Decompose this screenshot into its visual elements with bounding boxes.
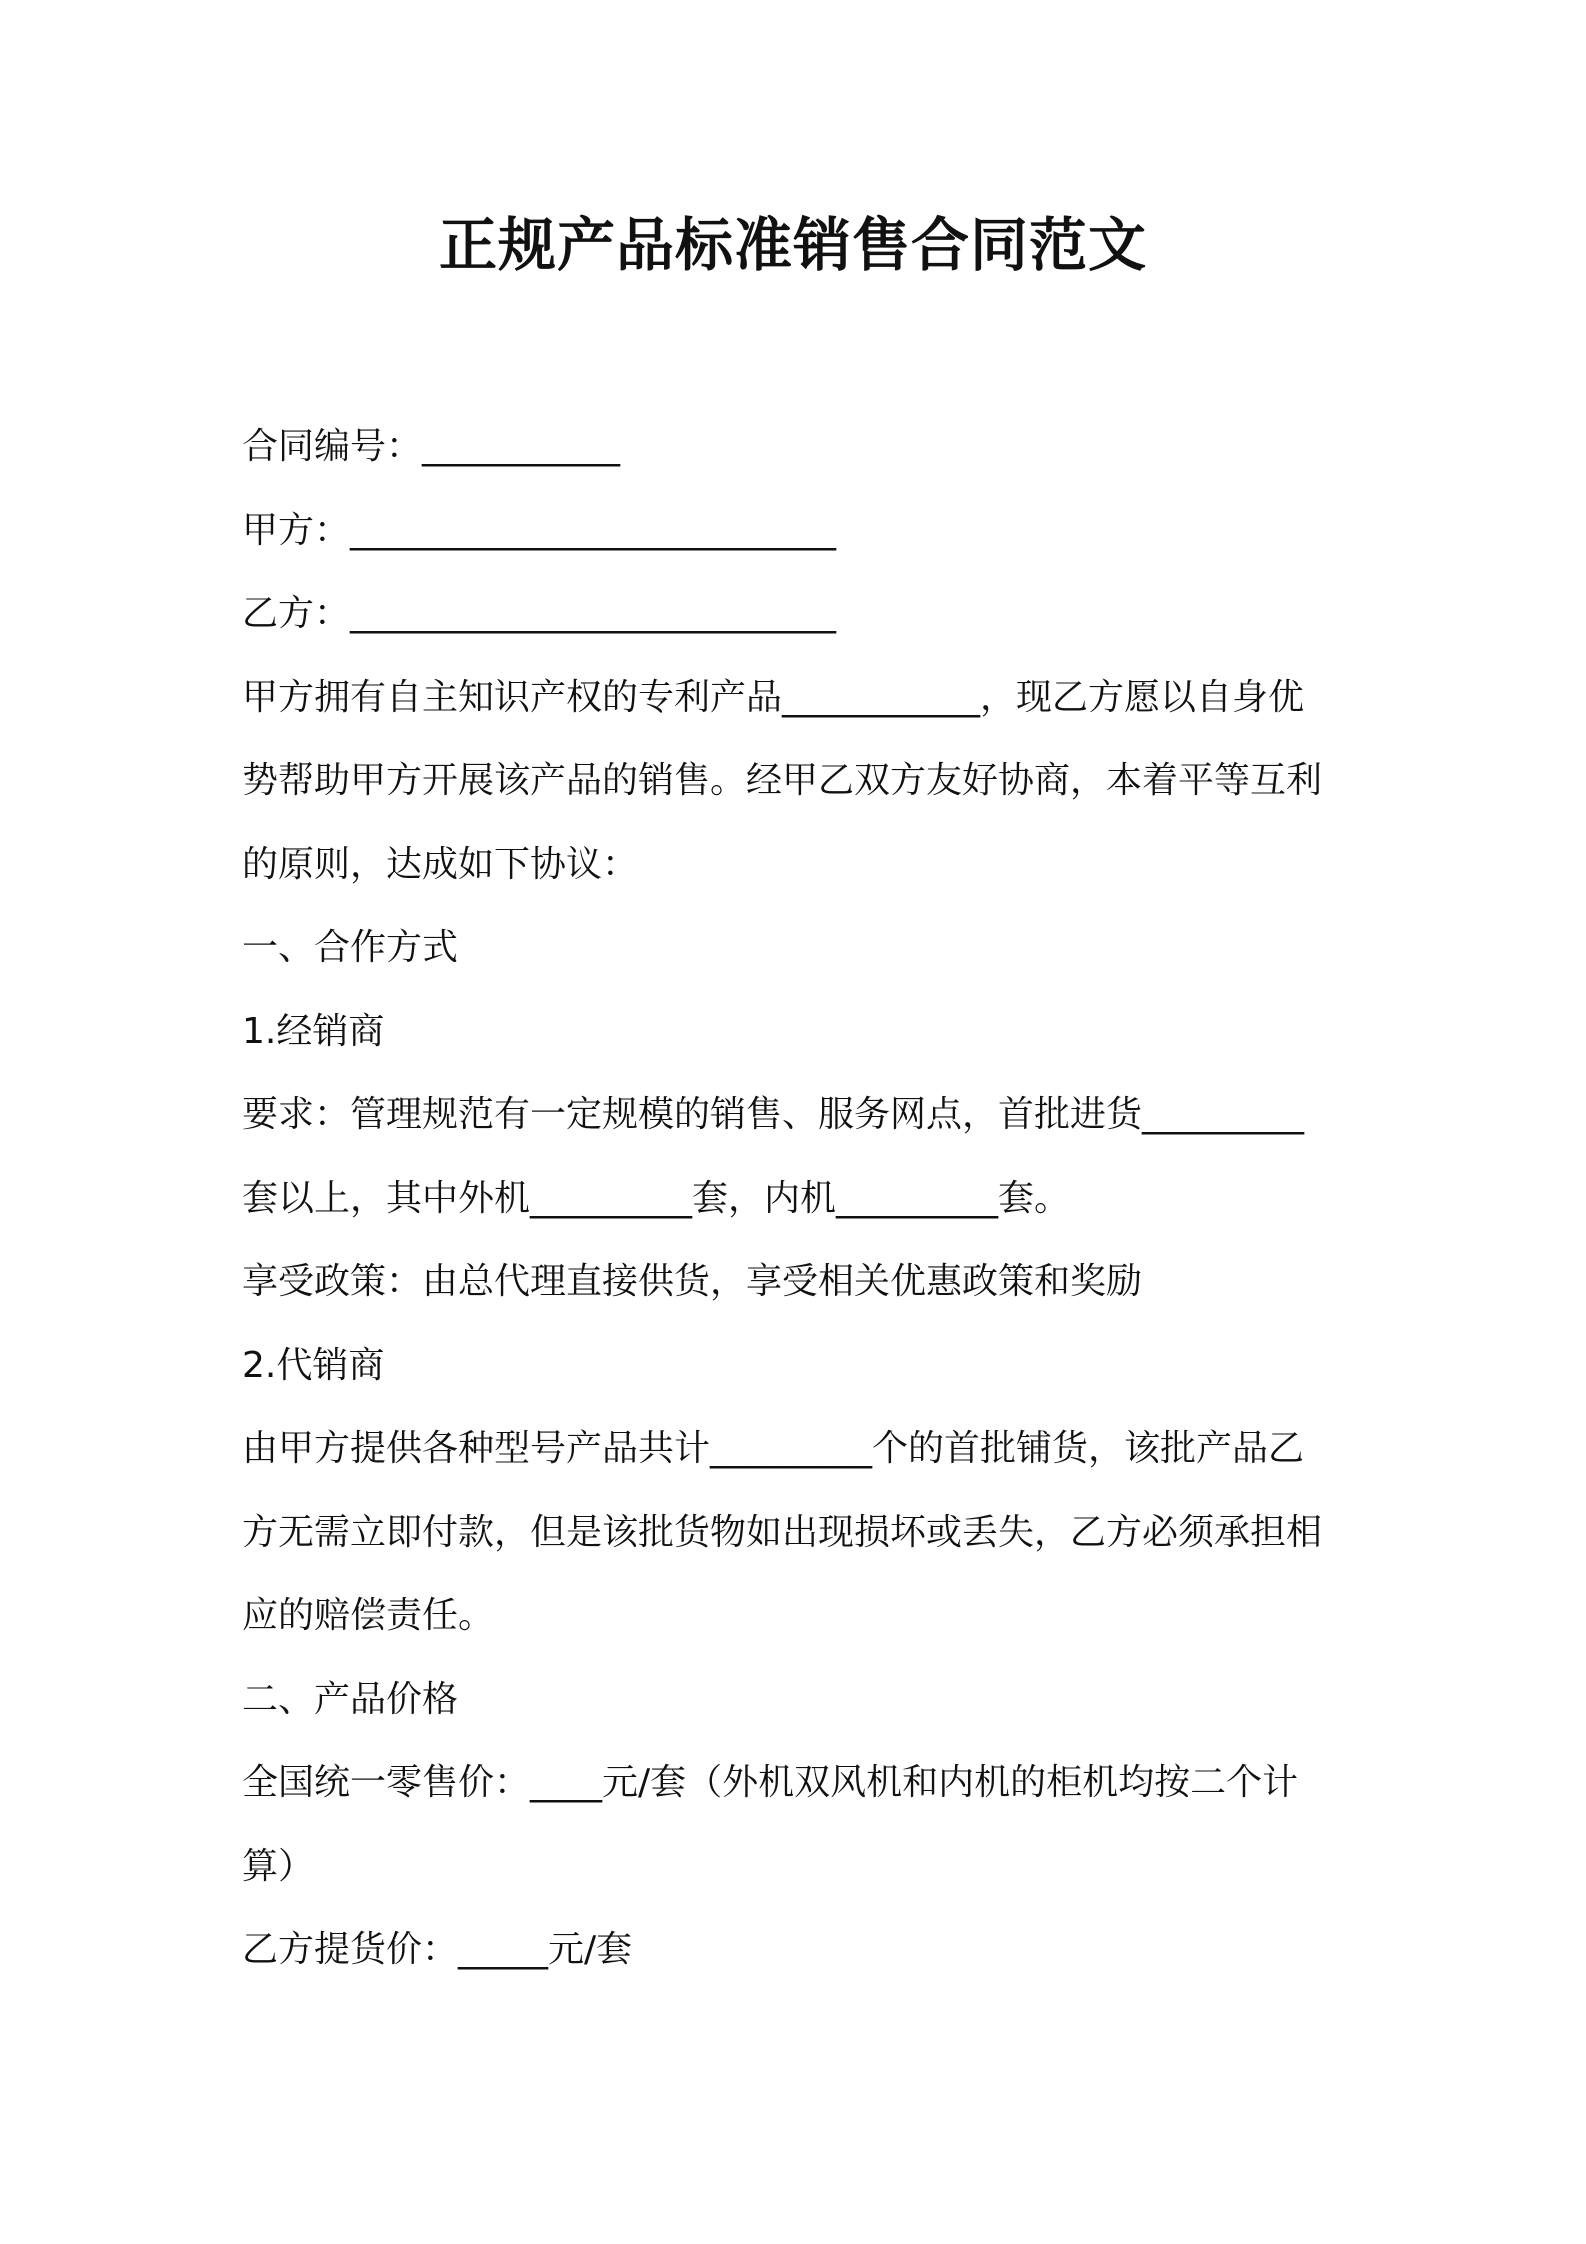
party-a-line: 甲方：___________________________ — [242, 509, 837, 551]
section-heading-cooperation: 一、合作方式 — [242, 927, 459, 968]
distributor-requirement-line-1: 要求：管理规范有一定规模的销售、服务网点，首批进货_________ — [242, 1094, 1305, 1135]
retail-price-line-1: 全国统一零售价：____元/套（外机双风机和内机的柜机均按二个计 — [242, 1762, 1299, 1803]
preamble-line-3: 的原则，达成如下协议： — [242, 843, 639, 885]
consignment-line-2: 方无需立即付款，但是该批货物如出现损坏或丢失，乙方必须承担相 — [242, 1511, 1323, 1553]
consignment-line-3: 应的赔偿责任。 — [242, 1595, 495, 1636]
retail-price-line-2: 算） — [242, 1845, 315, 1887]
contract-number-line: 合同编号：___________ — [242, 426, 621, 467]
subsection-distributor: 1.经销商 — [242, 1010, 385, 1052]
document-title: 正规产品标准销售合同范文 — [438, 211, 1147, 279]
subsection-consignment: 2.代销商 — [242, 1344, 385, 1386]
preamble-line-2: 势帮助甲方开展该产品的销售。经甲乙双方友好协商，本着平等互利 — [242, 760, 1323, 801]
pickup-price-line: 乙方提货价：_____元/套 — [242, 1929, 633, 1970]
distributor-requirement-line-2: 套以上，其中外机_________套，内机_________套。 — [242, 1177, 1071, 1219]
distributor-policy-line: 享受政策：由总代理直接供货，享受相关优惠政策和奖励 — [242, 1261, 1143, 1302]
section-heading-price: 二、产品价格 — [242, 1678, 459, 1720]
party-b-line: 乙方：___________________________ — [242, 593, 837, 634]
document-body — [242, 405, 1362, 1992]
consignment-line-1: 由甲方提供各种型号产品共计_________个的首批铺货，该批产品乙 — [242, 1428, 1305, 1469]
preamble-line-1: 甲方拥有自主知识产权的专利产品___________，现乙方愿以自身优 — [242, 676, 1305, 718]
